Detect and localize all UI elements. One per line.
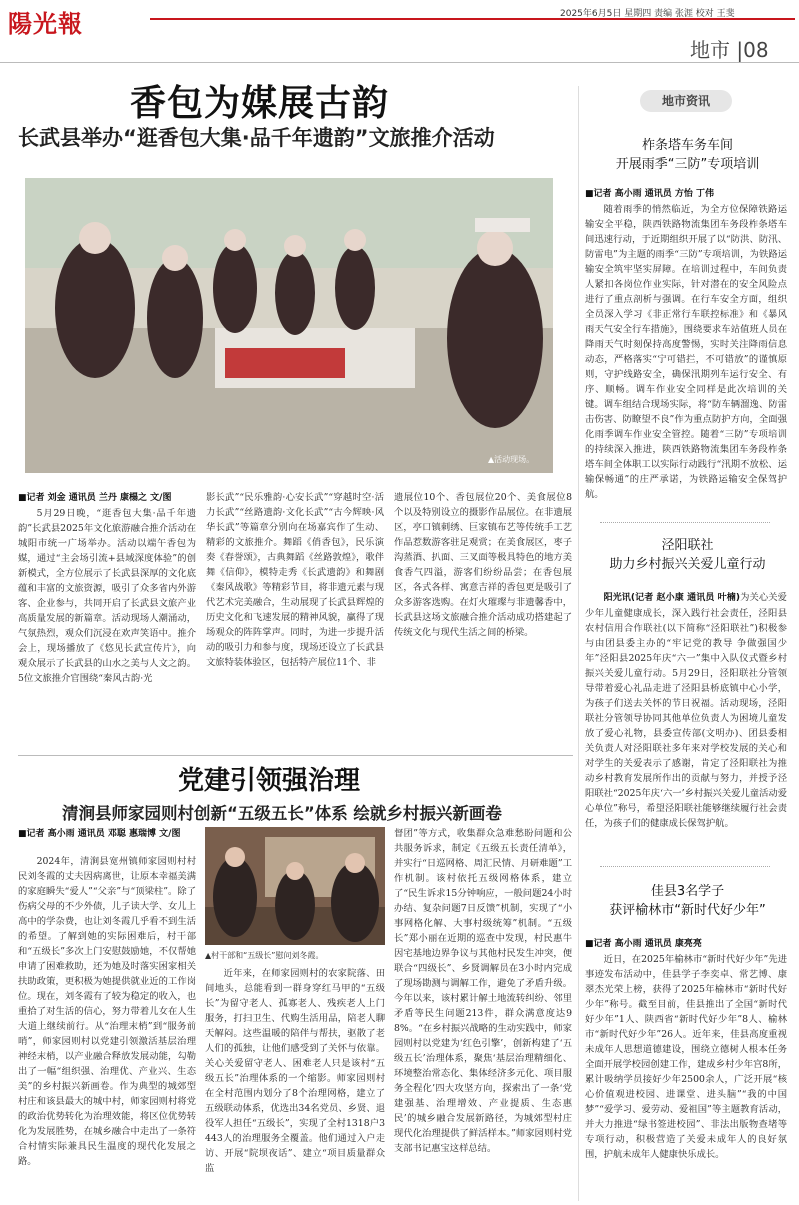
article2-col2: 近年来，在师家园则村的农家院落、田间地头，总能看到一群身穿红马甲的“五级长”为留守老人、孤寡老人、残疾老人上门服务，打扫卫生、代购生活用品，陪老人聊天解闷。这些温暖的陪伴与帮扶，驱散了老人们的孤独，让他们感受到了关怀与依靠。关心关爱留守老人、困难老人只是该村“五级五长”治理体系的一个缩影。师家园则村在全村范围内划分了8个治理网格，建立了五级联动体系，优选出34名党员、乡贤、退役军人担任“五级长”，实现了全村1318户3443人的治理服务全覆盖。他们通过入户走访、开展“院坝夜话”、建立“项目质量群众监 <box>205 968 385 1174</box>
article2-col3: 督团”等方式，收集群众急难愁盼问题和公共服务诉求，制定《五级五长责任清单》，并实行“日巡网格、周汇民情、月研难题”工作机制。该村依托五级网格体系，建立了“民生诉求15分钟响应，一般问题24小时办结、复杂问题7日反馈”机制，实现了“小事网格化解、大事村级统筹”机制。“五级长”郑小丽在近期的巡查中发现，村民惠牛因宅基地边界争议与其他村民发生冲突，便联合“四级长”、乡贤调解员在3小时内完成了现场勘测与调解工作，避免了矛盾升级。今年以来，该村累计解土地流转纠纷、邻里矛盾等民生问题213件，群众满意度达98%。“在乡村振兴战略的生动实践中，师家园则村以党建为‘红色引擎’，创新构建了‘五级五长’治理体系，聚焦‘基层治理精细化、环境整治常态化、集体经济多元化、项目服务全程化’四大攻坚方向，探索出了一条‘党建强基、治理增效、产业提质、生态惠民’的城乡融合发展新路径，为城郊型村庄现代化治理提供了鲜活样本。”师家园则村党支部书记惠宝这样总结。 <box>394 828 572 1154</box>
article2-byline: ■记者 高小雨 通讯员 邓聪 惠瑞博 文/图 <box>18 829 181 839</box>
masthead-logo: 陽光報 <box>8 9 83 38</box>
news-briefs-tag: 地市资讯 <box>640 90 732 112</box>
brief-3-byline: ■记者 高小雨 通讯员 康亮亮 <box>585 939 702 949</box>
brief-1-byline: ■记者 高小雨 通讯员 方怡 丁伟 <box>585 189 715 199</box>
dateline: 2025年6月5日 星期四 责编 张涯 校对 王斐 <box>560 9 735 19</box>
section-label: 地市 |08 <box>690 38 769 62</box>
brief-1-body: 随着雨季的悄然临近，为全方位保障铁路运输安全平稳，陕西铁路物流集团车务段柞条塔车间迅速行动，于近期组织开展了以“防洪、防汛、防雷电”为主题的雨季“三防”专项培训，为铁路运输安全筑牢坚实屏障。在培训过程中，车间负责人紧扣各岗位作业实际，针对潜在的安全风险点进行了重点剖析与强调。在行车安全方面，组织全员深入学习《非正常行车联控标准》和《暴风雨天气安全行车措施》，围绕要求车站值班人员在降雨天气时刻保持高度警惕，实时关注降雨信息动态，严格落实“宁可错拦，不可错放”的谨慎原则，守护线路安全，确保汛期列车运行安全、有序、顺畅。调车作业安全同样是此次培训的关键。调车组结合现场实际，将“防车辆溜逸、防雷击伤害、防瞭望不良”作为重点防护方向，全面强化雨季调车作业安全管控。随着“三防”专项培训的持续深入推进，陕西铁路物流集团车务段柞条塔车间全体职工以实际行动践行“汛期不放松、运输保畅通”的庄严承诺，为铁路运输安全保驾护航。 <box>585 204 787 500</box>
article-divider <box>18 755 573 756</box>
brief-1-title: 柞条塔车务车间 开展雨季“三防”专项培训 <box>615 138 760 172</box>
brief-3-body: 近日，在2025年榆林市“新时代好少年”先进事迹发布活动中，佳县学子李奕卓、常艺博、康翠杰光荣上榜，获得了2025年榆林市“新时代好少年”称号。截至目前，佳县推出了全国“新时代好少年”1人、陕西省“新时代好少年”8人、榆林市“新时代好少年”26人。近年来，佳县高度重视未成年人思想道德建设，围绕立德树人根本任务全面开展学校园创建工作，建成乡村少年宫8所，累计吸纳学员接好少年2500余人，广泛开展“核心价值观进校园、进课堂、进头脑”“我的中国梦”“爱学习、爱劳动、爱祖国”等主题教育活动，并大力推进“绿书签进校园”、非法出版物查堵等专项行动，积极营造了关爱未成年人的良好氛围，护航未成年人健康快乐成长。 <box>585 954 787 1160</box>
photo-caption: ▲活动现场。 <box>488 455 535 464</box>
article1-col2: 影长武”“民乐雅韵·心安长武”“穿越时空·活力长武”“丝路遗韵·文化长武”“古今辉映·风华长武”等篇章分别向在场嘉宾作了生动、精彩的文旅推介。舞蹈《俏香包》，民乐演奏《春誉颂》，古典舞蹈《丝路敦煌》，歌伴舞《信仰》，模特走秀《长武遗韵》和舞剧《秦风战歌》等精彩节目，将非遗元素与现代艺术完美融合，生动展现了长武县辉煌的历史文化和飞速发展的精神风貌，赢得了现场观众的阵阵掌声。同时，为进一步提升活动的吸引力和参与度，现场还设立了长武县文旅特装体验区，包括特产展位11个、非 <box>206 492 384 668</box>
photo-caption-2: ▲村干部和“五级长”慰问刘冬霞。 <box>205 951 324 960</box>
article1-col1: 5月29日晚，“逛香包大集·品千年遗韵”长武县2025年文化旅游融合推介活动在城阳市统一广场举办。活动以端午香包为媒，通过“主会场引流+县域深度体验”的创新模式，全方位展示了长武县深厚的文化底蕴和丰富的文旅资源，吸引了众多省内外游客、企业参与，共同开启了长武县文旅产业高质量发展的新篇章。活动现场人潮涌动，气氛热烈，观众们沉浸在欢声笑语中。推介会上，现场播放了《悠见长武宣传片》，向观众展示了长武县的山水之美与人文之韵。5位文旅推介官围绕“秦风古韵·光 <box>18 508 196 684</box>
article2-subtitle: 清涧县师家园则村创新“五级五长”体系 绘就乡村振兴新画卷 <box>62 804 502 823</box>
brief-2-text: 为关心关爱少年儿童健康成长，深入践行社会责任，泾阳县农村信用合作联社(以下简称“泾阳联社”)积极参与由团县委主办的“牢记党的教导 争做强国少年”泾阳县2025年庆“六一”集中入队仪式暨乡村振兴关爱儿童行动。5月29日，泾阳联社分管领导带着爱心礼品走进了泾阳县桥底镇中心小学，为孩子们送去关怀的节日祝福。活动现场，泾阳联社分管领导协同其他单位负责人为困境儿童发放了爱心礼物，县委宣传部(文明办)、团县委相关负责人对泾阳联社多年来对学校发展的关心和对学生的关爱表示了感谢，肯定了泾阳联社为推动乡村教育发展所作出的贡献与努力，并授予泾阳联社“2025年庆‘六一’乡村振兴关爱儿童活动爱心单位”称号，希望泾阳联社能够继续履行社会责任，为孩子们的健康成长保驾护航。 <box>585 592 787 829</box>
event-photo <box>25 178 553 473</box>
article1-title: 香包为媒展古韵 <box>130 83 390 124</box>
article1-subtitle: 长武县举办“逛香包大集·品千年遗韵”文旅推介活动 <box>18 126 495 150</box>
brief-2-title: 泾阳联社 助力乡村振兴关爱儿童行动 <box>609 538 766 572</box>
article1-byline: ■记者 刘金 通讯员 兰丹 康榻之 文/图 <box>18 493 172 503</box>
brief-divider <box>600 522 770 523</box>
brief-divider <box>600 866 770 867</box>
brief-3-title: 佳县3名学子 获评榆林市“新时代好少年” <box>609 884 766 918</box>
volunteer-photo <box>205 827 385 945</box>
article2-title: 党建引领强治理 <box>178 766 361 796</box>
article2-col1: 2024年，清涧县宽州镇师家园则村村民刘冬霞的丈夫因病离世，让原本幸福美满的家庭瞬失“爱人”“父亲”与“顶梁柱”。除了伤病父母的不少外债，儿子读大学、女儿上高中的学杂费，也让刘冬霞几乎看不到生活的希望。了解到她的实际困难后，村干部和“五级长”多次上门安慰鼓励她，不仅帮她申请了困难救助，还为她及时落实困家相关扶助政策，更积极为她提供就业近的工作岗位。现在，刘冬霞有了较为稳定的收入，也重拾了对生活的信心，努力带着儿女在人生大道上继续前行。从“治理末梢”到“服务前哨”，师家园则村以党建引领激活基层治理神经末梢，以产业融合释放发展动能，勾勒出了一幅“组织强、治理优、产业兴、生态美”的乡村振兴新画卷。作为典型的城郊型村庄和该县最大的城中村，师家园则村将党的政治优势转化为治理效能，将区位优势转化为发展胜势，在城乡融合中走出了一条符合村情实际兼具民生温度的现代化发展之路。 <box>18 856 196 1167</box>
header-divider <box>0 62 799 63</box>
brief-2-byline: 阳光讯(记者 赵小康 通讯员 叶楠) <box>603 593 740 603</box>
article1-col3: 遗展位10个、香包展位20个、美食展位8个以及特别设立的摄影作品展位。在非遗展区，亭口镇刺绣、巨家镇布艺等传统手工艺作品惹数游客驻足观赏；在美食展区，枣子沟蒸酒、扒面、三叉面等极具特色的地方美食香气四溢，游客们纷纷品尝；在香包展区，各式各样、寓意吉祥的香包更是吸引了众多游客选购。在灯火璀璨与非遗馨香中，长武县这场文旅融合推介活动成功搭建起了传统文化与现代生活之间的桥梁。 <box>394 492 572 638</box>
brief-2-body <box>585 590 787 858</box>
